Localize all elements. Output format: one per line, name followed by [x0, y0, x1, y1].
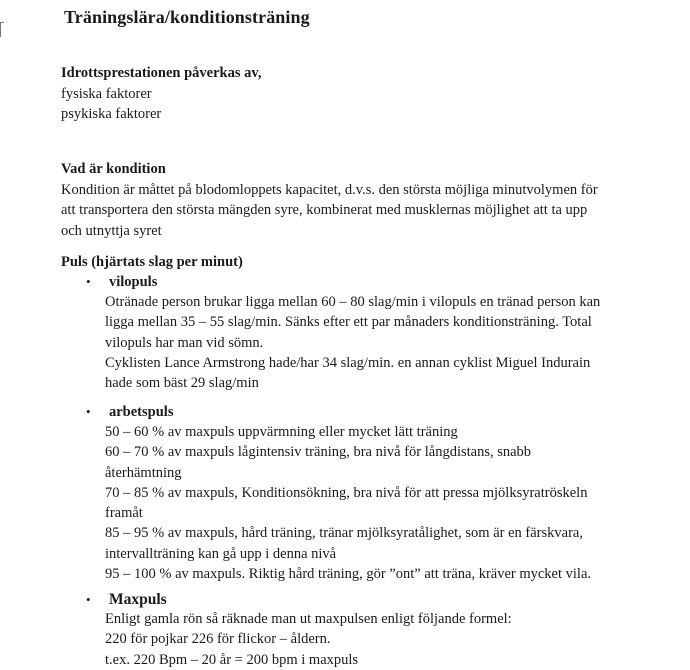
section-idrott-heading: Idrottsprestationen påverkas av,	[61, 65, 262, 81]
bullet-vilopuls-label: vilopuls	[109, 274, 158, 290]
section-puls-heading: Puls (hjärtats slag per minut)	[61, 254, 243, 270]
bullet-vilopuls-body	[105, 292, 600, 393]
arbetspuls-line: återhämtning	[105, 464, 182, 481]
section-kondition-line: att transportera den största mängden syre, kombinerat med musklernas möjlighet att ta upp	[61, 202, 588, 218]
bullet-dot: •	[86, 592, 91, 607]
maxpuls-line: t.ex. 220 Bpm – 20 år = 200 bpm i maxpuls	[105, 651, 359, 668]
vilopuls-line: ligga mellan 35 – 55 slag/min. Sänks efter ett par månaders konditionsträning. Total	[105, 314, 592, 331]
section-idrott-line: fysiska faktorer	[61, 85, 152, 102]
vilopuls-line: Cyklisten Lance Armstrong hade/har 34 slag/min. en annan cyklist Miguel Indurain	[105, 354, 591, 371]
arbetspuls-line: 95 – 100 % av maxpuls. Riktig hård träning, gör ”ont” att träna, kräver mycket vila.	[105, 566, 592, 583]
vilopuls-line: hade som bäst 29 slag/min	[105, 375, 259, 392]
bullet-dot: •	[86, 274, 91, 289]
page-edge-mark	[0, 22, 4, 37]
arbetspuls-line: 50 – 60 % av maxpuls uppvärmning eller mycket lätt träning	[105, 424, 458, 440]
bullet-maxpuls-label: Maxpuls	[109, 591, 167, 608]
arbetspuls-line: 85 – 95 % av maxpuls, hård träning, tränar mjölksyratålighet, som är en färskvara,	[105, 525, 583, 542]
bullet-arbetspuls-label: arbetspuls	[109, 404, 174, 420]
section-puls	[61, 252, 243, 273]
bullet-maxpuls-body	[105, 609, 512, 670]
vilopuls-line: Otränade person brukar ligga mellan 60 – 80 slag/min i vilopuls en tränad person kan	[105, 294, 601, 310]
bullet-dot: •	[86, 404, 91, 419]
arbetspuls-line: 70 – 85 % av maxpuls, Konditionsökning, bra nivå för att pressa mjölksyratröskeln	[105, 484, 588, 501]
section-idrott	[61, 63, 261, 125]
section-kondition-line: och utnyttja syret	[61, 222, 162, 239]
arbetspuls-line: framåt	[105, 505, 143, 522]
section-kondition	[61, 159, 598, 241]
document-title: Träningslära/konditionsträning	[64, 7, 310, 27]
maxpuls-line: Enligt gamla rön så räknade man ut maxpulsen enligt följande formel:	[105, 611, 512, 627]
bullet-arbetspuls-body	[105, 422, 591, 584]
section-kondition-heading: Vad är kondition	[61, 161, 166, 177]
arbetspuls-line: intervallträning kan gå upp i denna nivå	[105, 545, 337, 562]
section-kondition-line: Kondition är måttet på blodomloppets kapacitet, d.v.s. den största möjliga minutvolymen för	[61, 181, 598, 198]
vilopuls-line: vilopuls har man vid sömn.	[105, 334, 264, 351]
section-idrott-line: psykiska faktorer	[61, 106, 162, 122]
maxpuls-line: 220 för pojkar 226 för flickor – åldern.	[105, 631, 331, 648]
arbetspuls-line: 60 – 70 % av maxpuls lågintensiv träning, bra nivå för långdistans, snabb	[105, 444, 532, 461]
